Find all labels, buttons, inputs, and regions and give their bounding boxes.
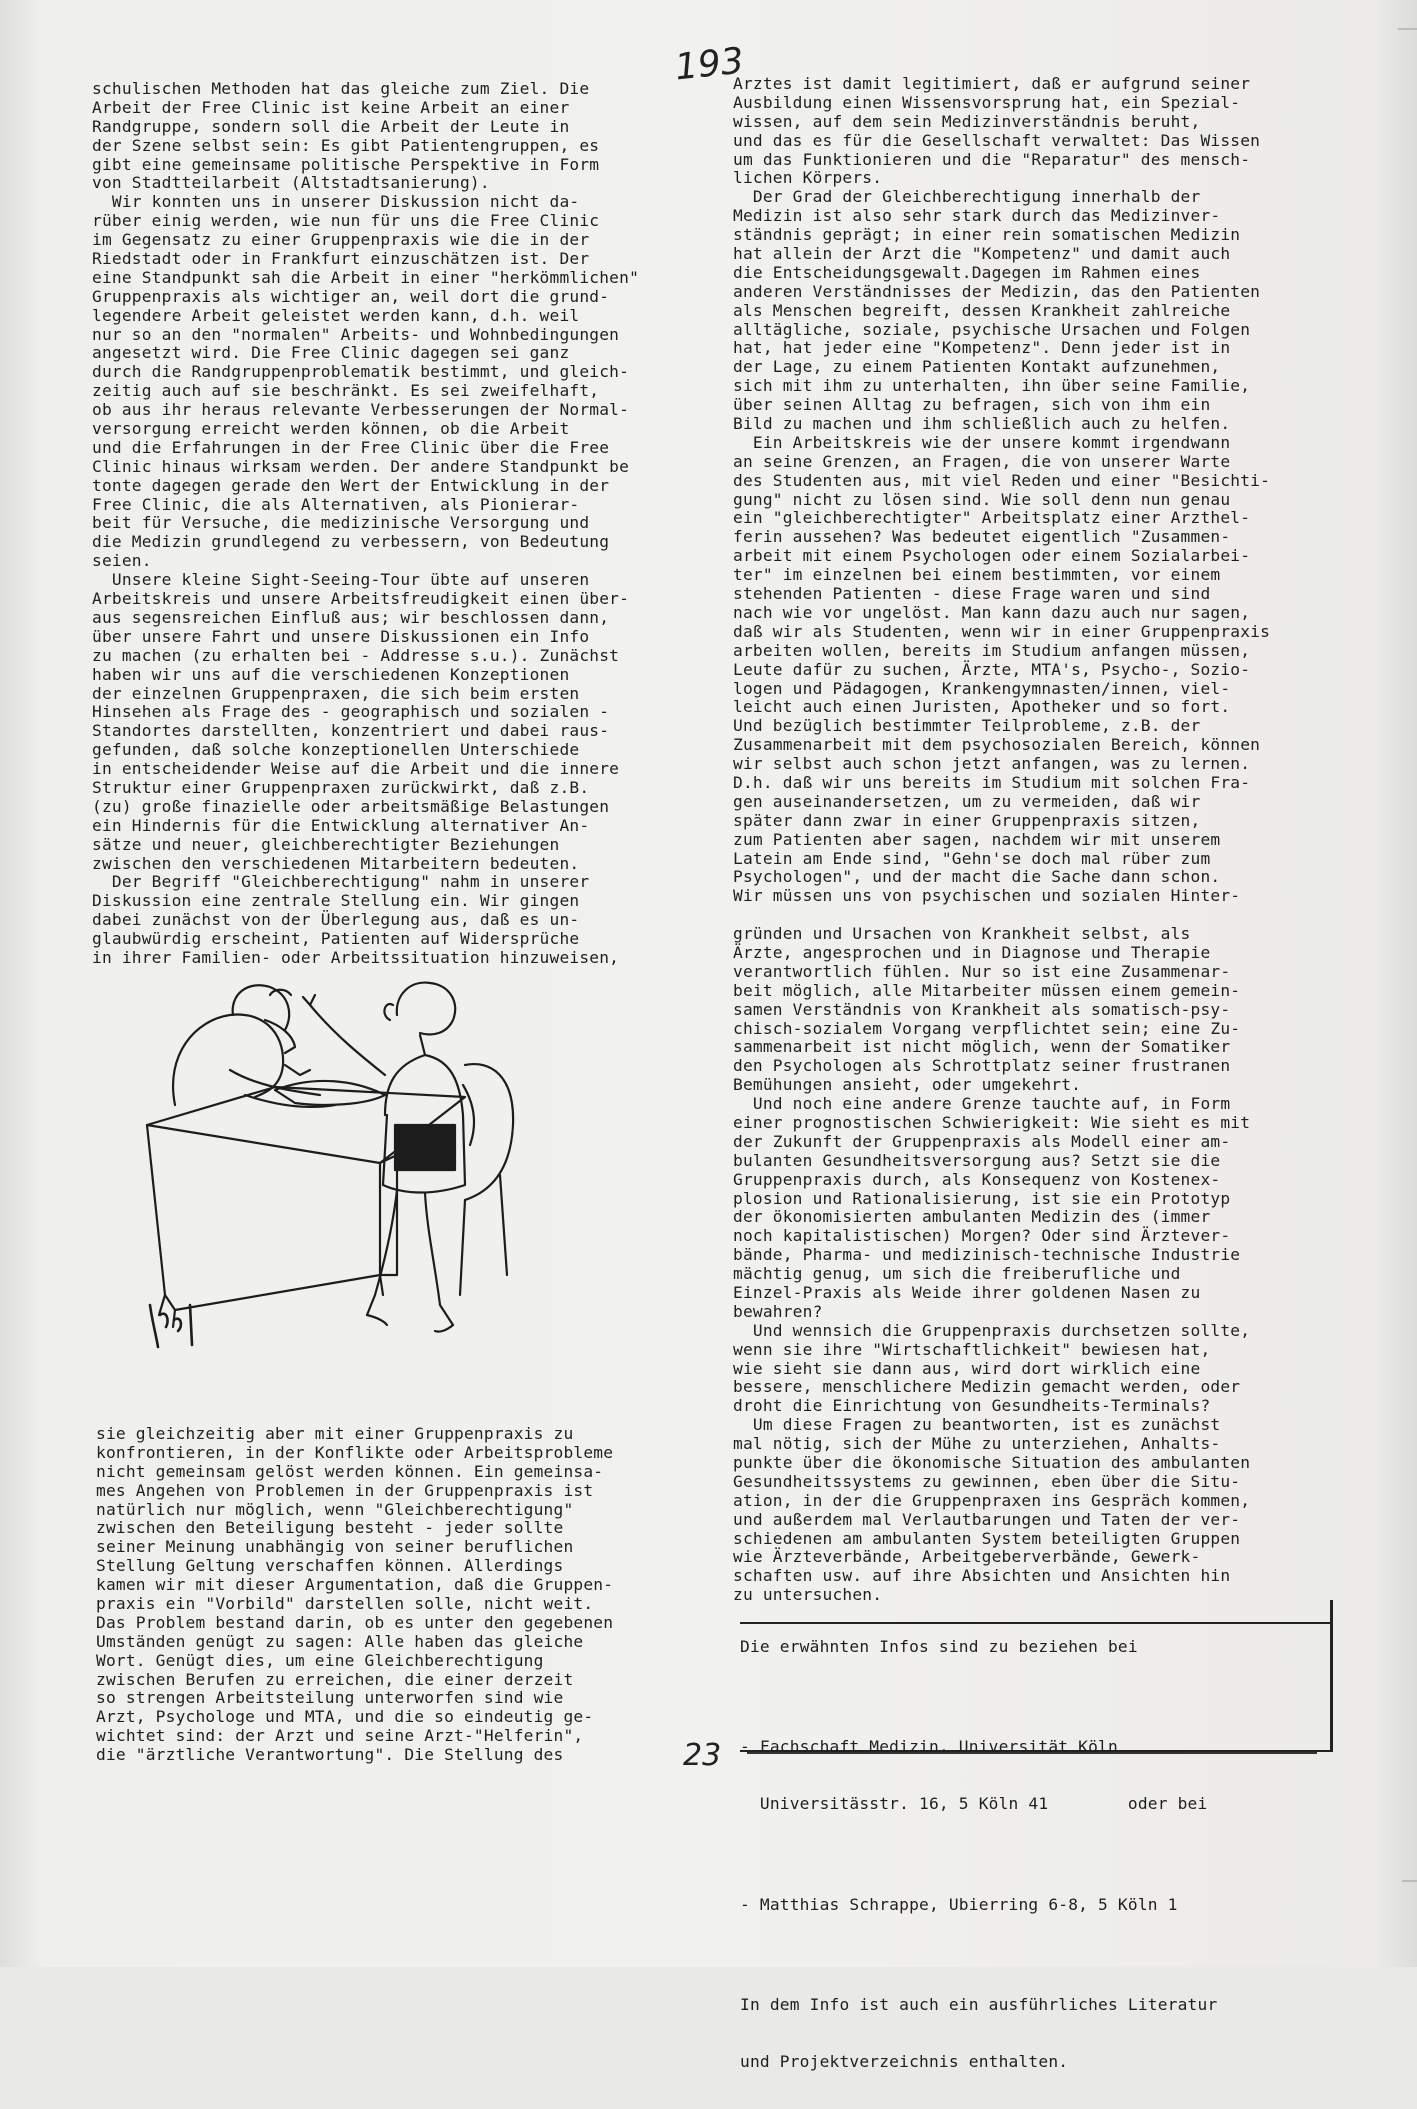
text-line: stehenden Patienten - diese Frage waren und sind	[733, 584, 1211, 604]
text-line: hat allein der Arzt die "Kompetenz" und damit auch	[733, 244, 1231, 264]
text-line: kamen wir mit dieser Argumentation, daß die Gruppen-	[96, 1575, 614, 1595]
text-line: ter" im einzelnen bei einem bestimmten, vor einem	[733, 565, 1221, 585]
text-line: samen Verständnis von Krankheit als somatisch-psy-	[733, 999, 1231, 1019]
text-line: später dann zwar in einer Gruppenpraxis sitzen,	[733, 810, 1201, 830]
text-line: nach wie vor ungelöst. Man kann dazu auch nur sagen,	[733, 602, 1251, 622]
text-line	[733, 906, 1270, 925]
text-line: einer prognostischen Schwierigkeit: Wie sieht es mit	[733, 1112, 1251, 1132]
info-box-note-2: und Projektverzeichnis enthalten.	[740, 2051, 1069, 2071]
text-line: D.h. daß wir uns bereits im Studium mit solchen Fra-	[733, 772, 1251, 792]
text-line: schiedenen am ambulanten System beteiligten Gruppen	[733, 1528, 1241, 1548]
text-line: Einzel-Praxis als Weide ihrer goldenen Nasen zu	[733, 1283, 1201, 1302]
text-line: Randgruppe, sondern soll die Arbeit der Leute in	[92, 116, 570, 136]
info-box-text	[740, 1600, 1330, 2109]
artist-signature	[150, 1305, 192, 1347]
text-line: der Zukunft der Gruppenpraxis als Modell einer am-	[733, 1131, 1231, 1151]
text-line: arbeiten wollen, bereits im Studium anfangen müssen,	[733, 640, 1251, 660]
text-line: zeitig auch auf sie beschränkt. Es sei zweifelhaft,	[92, 381, 600, 401]
text-line: beit möglich, alle Mitarbeiter müssen einem gemein-	[733, 980, 1241, 1000]
text-line: zu machen (zu erhalten bei - Addresse s.u.). Zunächst	[92, 645, 620, 665]
text-line: Und noch eine andere Grenze tauchte auf, in Form	[733, 1094, 1231, 1114]
text-line: noch kapitalistischen) Morgen? Oder sind Ärztever-	[733, 1226, 1231, 1246]
text-line: wie sieht sie dann aus, wird dort wirklich eine	[733, 1358, 1201, 1378]
text-line: konfrontieren, in der Konflikte oder Arbeitsprobleme	[96, 1442, 614, 1462]
info-box-address-1a: - Fachschaft Medizin, Universität Köln	[740, 1737, 1118, 1757]
text-line: wenn sie ihre "Wirtschaftlichkeit" bewiesen hat,	[733, 1339, 1211, 1359]
text-line: und außerdem mal Verlautbarungen und Taten der ver-	[733, 1509, 1241, 1529]
text-line: Arzt, Psychologe und MTA, und die so eindeutig ge-	[96, 1707, 594, 1727]
text-line: Riedstadt oder in Frankfurt einzuschätzen ist. Der	[92, 249, 590, 269]
text-line: durch die Randgruppenproblematik bestimmt, und gleich-	[92, 362, 630, 382]
text-line: gibt eine gemeinsame politische Perspektive in Form	[92, 154, 600, 174]
text-line: die "ärztliche Verantwortung". Die Stellung des	[96, 1745, 564, 1765]
text-line: aus segensreichen Einfluß aus; wir beschlossen dann,	[92, 607, 610, 627]
text-line: Arztes ist damit legitimiert, daß er aufgrund seiner	[733, 74, 1251, 93]
text-line: über seinen Alltag zu befragen, sich von ihm ein	[733, 395, 1211, 415]
text-line: bessere, menschlichere Medizin gemacht werden, oder	[733, 1377, 1241, 1397]
text-line: sie gleichzeitig aber mit einer Gruppenpraxis zu	[96, 1424, 574, 1443]
text-line: Arbeit der Free Clinic ist keine Arbeit an einer	[92, 97, 570, 117]
text-line: droht die Einrichtung von Gesundheits-Terminals?	[733, 1396, 1211, 1416]
text-line: mes Angehen von Problemen in der Gruppenpraxis ist	[96, 1480, 594, 1500]
text-line: Free Clinic, die als Alternativen, als Pionierar-	[92, 494, 580, 514]
text-line: zum Patienten aber sagen, nachdem wir mit unserem	[733, 829, 1221, 849]
left-column-text-bottom	[96, 1425, 613, 1765]
text-line: zwischen den verschiedenen Mitarbeitern bedeuten.	[92, 853, 580, 873]
text-line: haben wir uns auf die verschiedenen Konzeptionen	[92, 664, 570, 684]
text-line: hat, hat jeder eine "Kompetenz". Denn jeder ist in	[733, 338, 1231, 358]
text-line: leicht auch einen Juristen, Apotheker und so fort.	[733, 697, 1231, 717]
text-line: Gruppenpraxis als wichtiger an, weil dort die grund-	[92, 286, 610, 306]
text-line: sich mit ihm zu unterhalten, ihn über seine Familie,	[733, 376, 1251, 396]
text-line: daß wir als Studenten, wenn wir in einer Gruppenpraxis	[733, 621, 1271, 641]
text-line: Zusammenarbeit mit dem psychosozialen Bereich, können	[733, 735, 1261, 755]
text-line: wie Ärzteverbände, Arbeitgeberverbände, Gewerk-	[733, 1547, 1201, 1567]
text-line: Arbeitskreis und unsere Arbeitsfreudigkeit einen über-	[92, 589, 630, 609]
text-line: Psychologen", und der macht die Sache dann schon.	[733, 867, 1221, 887]
info-box-address-2: - Matthias Schrappe, Ubierring 6-8, 5 Köln 1	[740, 1894, 1178, 1914]
text-line: der ökonomisierten ambulanten Medizin des (immer	[733, 1207, 1211, 1227]
text-line: ein Hindernis für die Entwicklung alternativer An-	[92, 815, 590, 835]
text-line: Bemühungen ansieht, oder umgekehrt.	[733, 1075, 1082, 1095]
text-line: ob aus ihr heraus relevante Verbesserungen der Normal-	[92, 400, 630, 420]
text-line: dabei zunächst von der Überlegung aus, daß es un-	[92, 910, 580, 930]
text-line: lichen Körpers.	[733, 168, 883, 188]
text-line: Wir konnten uns in unserer Diskussion nicht da-	[92, 192, 580, 212]
text-line: und das es für die Gesellschaft verwaltet: Das Wissen	[733, 130, 1261, 150]
text-line: anderen Verständnisses der Medizin, das den Patienten	[733, 281, 1261, 301]
text-line: ein "gleichberechtigter" Arbeitsplatz einer Arzthel-	[733, 508, 1251, 528]
text-line: gefunden, daß solche konzeptionellen Unterschiede	[92, 740, 580, 760]
text-line: der Lage, zu einem Patienten Kontakt aufzunehmen,	[733, 357, 1221, 377]
left-column-text-top	[92, 80, 639, 968]
text-line: und die Erfahrungen in der Free Clinic über die Free	[92, 437, 610, 457]
info-box-note-1: In dem Info ist auch ein ausführliches Literatur	[740, 1995, 1218, 2015]
text-line: Leute dafür zu suchen, Ärzte, MTA's, Psycho-, Sozio-	[733, 659, 1251, 679]
info-box-divider	[740, 1622, 1330, 1624]
text-line: Diskussion eine zentrale Stellung ein. Wir gingen	[92, 891, 580, 911]
text-line: ständnis geprägt; in einer rein somatischen Medizin	[733, 225, 1241, 245]
text-line: versorgung erreicht werden können, ob die Arbeit	[92, 419, 570, 439]
scan-edge-mark	[1398, 28, 1417, 30]
text-line: gründen und Ursachen von Krankheit selbst, als	[733, 924, 1191, 944]
text-line: legendere Arbeit geleistet werden kann, d.h. weil	[92, 305, 580, 325]
text-line: Standortes darstellten, konzentriert und dabei raus-	[92, 721, 610, 741]
text-line: Und bezüglich bestimmter Teilprobleme, z.B. der	[733, 716, 1201, 736]
text-line: zwischen Berufen zu erreichen, die einer derzeit	[96, 1669, 574, 1689]
text-line: Struktur einer Gruppenpraxen zurückwirkt, daß z.B.	[92, 777, 590, 797]
text-line: wichtet sind: der Arzt und seine Arzt-"Helferin",	[96, 1726, 584, 1746]
text-line: chisch-sozialem Vorgang verpflichtet sein; eine Zu-	[733, 1018, 1241, 1038]
text-line: nicht gemeinsam gelöst werden können. Ein gemeinsa-	[96, 1461, 604, 1481]
text-line: angesetzt wird. Die Free Clinic dagegen sei ganz	[92, 343, 570, 363]
text-line: gen auseinandersetzen, um zu vermeiden, daß wir	[733, 791, 1201, 811]
text-line: arbeit mit einem Psychologen oder einem Sozialarbei-	[733, 546, 1251, 566]
text-line: alltägliche, soziale, psychische Ursachen und Folgen	[733, 319, 1251, 339]
text-line: Stellung Geltung verschaffen können. Allerdings	[96, 1556, 564, 1576]
text-line: Bild zu machen und ihm schließlich auch zu helfen.	[733, 414, 1231, 434]
text-line: Wir müssen uns von psychischen und sozialen Hinter-	[733, 886, 1241, 906]
text-line: plosion und Rationalisierung, ist sie ein Prototyp	[733, 1188, 1231, 1208]
info-box-heading: Die erwähnten Infos sind zu beziehen bei	[740, 1636, 1138, 1656]
text-line: rüber einig werden, wie nun für uns die Free Clinic	[92, 211, 600, 231]
text-line: zu untersuchen.	[733, 1585, 883, 1605]
text-line: in entscheidender Weise auf die Arbeit und die innere	[92, 759, 620, 779]
text-line: die Medizin grundlegend zu verbessern, von Bedeutung	[92, 532, 610, 552]
text-line: zwischen den Beteiligung besteht - jeder sollte	[96, 1518, 564, 1538]
black-clipboard	[395, 1125, 455, 1170]
text-line: des Studenten aus, mit viel Reden und einer "Besichti-	[733, 470, 1271, 490]
text-line: mal nötig, sich der Mühe zu unterziehen, Anhalts-	[733, 1434, 1221, 1454]
info-box-address-1b: Universitässtr. 16, 5 Köln 41 oder bei	[740, 1794, 1208, 1814]
text-line: schaften usw. auf ihre Absichten und Ansichten hin	[733, 1566, 1231, 1586]
text-line: so strengen Arbeitsteilung unterworfen sind wie	[96, 1688, 564, 1708]
text-line: punkte über die ökonomische Situation des ambulanten	[733, 1453, 1251, 1473]
text-line: ferin aussehen? Was bedeutet eigentlich "Zusammen-	[733, 527, 1231, 547]
text-line: als Menschen begreift, dessen Krankheit zahlreiche	[733, 300, 1231, 320]
text-line: von Stadtteilarbeit (Altstadtsanierung).	[92, 173, 490, 193]
cartoon-illustration	[135, 975, 705, 1395]
text-line: tonte dagegen gerade den Wert der Entwicklung in der	[92, 475, 610, 495]
text-line: nur so an den "normalen" Arbeits- und Wohnbedingungen	[92, 324, 620, 344]
text-line: Umständen genügt zu sagen: Alle haben das gleiche	[96, 1631, 584, 1651]
text-line: wissen, auf dem sein Medizinverständnis beruht,	[733, 111, 1201, 131]
handwritten-folio-number: 23	[683, 1738, 722, 1773]
text-line: der einzelnen Gruppenpraxen, die sich beim ersten	[92, 683, 580, 703]
text-line: Der Grad der Gleichberechtigung innerhalb der	[733, 187, 1201, 207]
text-line: Ausbildung einen Wissensvorsprung hat, ein Spezial-	[733, 92, 1241, 112]
text-line: Gruppenpraxis durch, als Konsequenz von Kostenex-	[733, 1169, 1221, 1189]
text-line: im Gegensatz zu einer Gruppenpraxis wie die in der	[92, 230, 590, 250]
text-line: Medizin ist also sehr stark durch das Medizinver-	[733, 206, 1221, 226]
woman-figure	[397, 983, 455, 1035]
text-line: Gesundheitssystems zu gewinnen, eben über die Situ-	[733, 1471, 1241, 1491]
text-line: mächtig genug, um sich die freiberufliche und	[733, 1264, 1181, 1284]
text-line: Das Problem bestand darin, ob es unter den gegebenen	[96, 1612, 614, 1632]
text-line: natürlich nur möglich, wenn "Gleichberechtigung"	[96, 1499, 574, 1519]
text-line: seien.	[92, 551, 152, 571]
text-line: ation, in der die Gruppenpraxen ins Gespräch kommen,	[733, 1490, 1251, 1510]
text-line: seiner Meinung unabhängig von seiner beruflichen	[96, 1537, 574, 1557]
text-line: Um diese Fragen zu beantworten, ist es zunächst	[733, 1415, 1221, 1435]
text-line: Unsere kleine Sight-Seeing-Tour übte auf unseren	[92, 570, 590, 590]
text-line: an seine Grenzen, an Fragen, die von unserer Warte	[733, 451, 1231, 471]
handwritten-page-number: 193	[673, 40, 746, 89]
text-line: bulanten Gesundheitsversorgung aus? Setzt sie die	[733, 1150, 1221, 1170]
text-line: Ärzte, angesprochen und in Diagnose und Therapie	[733, 942, 1211, 962]
text-line: (zu) große finazielle oder arbeitsmäßige Belastungen	[92, 796, 610, 816]
right-column-text	[733, 75, 1270, 1605]
text-line: wir selbst auch schon jetzt anfangen, was zu lernen.	[733, 754, 1251, 774]
text-line: bände, Pharma- und medizinisch-technische Industrie	[733, 1245, 1241, 1265]
text-line: Und wennsich die Gruppenpraxis durchsetzen sollte,	[733, 1320, 1251, 1340]
scan-edge-mark-bottom	[1402, 1880, 1417, 1882]
text-line: Ein Arbeitskreis wie der unsere kommt irgendwann	[733, 432, 1231, 452]
text-line: die Entscheidungsgewalt.Dagegen im Rahmen eines	[733, 262, 1201, 282]
text-line: Latein am Ende sind, "Gehn'se doch mal rüber zum	[733, 848, 1211, 868]
text-line: Hinsehen als Frage des - geographisch und sozialen -	[92, 702, 610, 722]
text-line: Wort. Genügt dies, um eine Gleichberechtigung	[96, 1650, 544, 1670]
text-line: bewahren?	[733, 1301, 823, 1321]
text-line: in ihrer Familien- oder Arbeitssituation hinzuweisen,	[92, 947, 620, 967]
text-line: eine Standpunkt sah die Arbeit in einer "herkömmlichen"	[92, 267, 640, 287]
info-box-underline	[747, 1752, 1317, 1754]
text-line: glaubwürdig erscheint, Patienten auf Widersprüche	[92, 929, 580, 949]
text-line: gung" nicht zu lösen sind. Wie soll denn nun genau	[733, 489, 1231, 509]
text-line: der Szene selbst sein: Es gibt Patientengruppen, es	[92, 135, 600, 155]
text-line: um das Funktionieren und die "Reparatur" des mensch-	[733, 149, 1251, 169]
text-line: logen und Pädagogen, Krankengymnasten/innen, viel-	[733, 678, 1231, 698]
doctor-figure	[173, 1014, 283, 1105]
text-line: sätze und neuer, gleichberechtigter Beziehungen	[92, 834, 560, 854]
text-line: beit für Versuche, die medizinische Versorgung und	[92, 513, 590, 533]
text-line: verantwortlich fühlen. Nur so ist eine Zusammenar-	[733, 961, 1231, 981]
text-line: Der Begriff "Gleichberechtigung" nahm in unserer	[92, 872, 590, 892]
text-line: schulischen Methoden hat das gleiche zum Ziel. Die	[92, 79, 590, 98]
text-line: über unsere Fahrt und unsere Diskussionen ein Info	[92, 626, 590, 646]
text-line: sammenarbeit ist nicht möglich, wenn der Somatiker	[733, 1037, 1231, 1057]
text-line: praxis ein "Vorbild" darstellen solle, nicht weit.	[96, 1594, 594, 1614]
text-line: den Psychologen als Schrottplatz seiner frustranen	[733, 1056, 1231, 1076]
text-line: Clinic hinaus wirksam werden. Der andere Standpunkt be	[92, 456, 630, 476]
